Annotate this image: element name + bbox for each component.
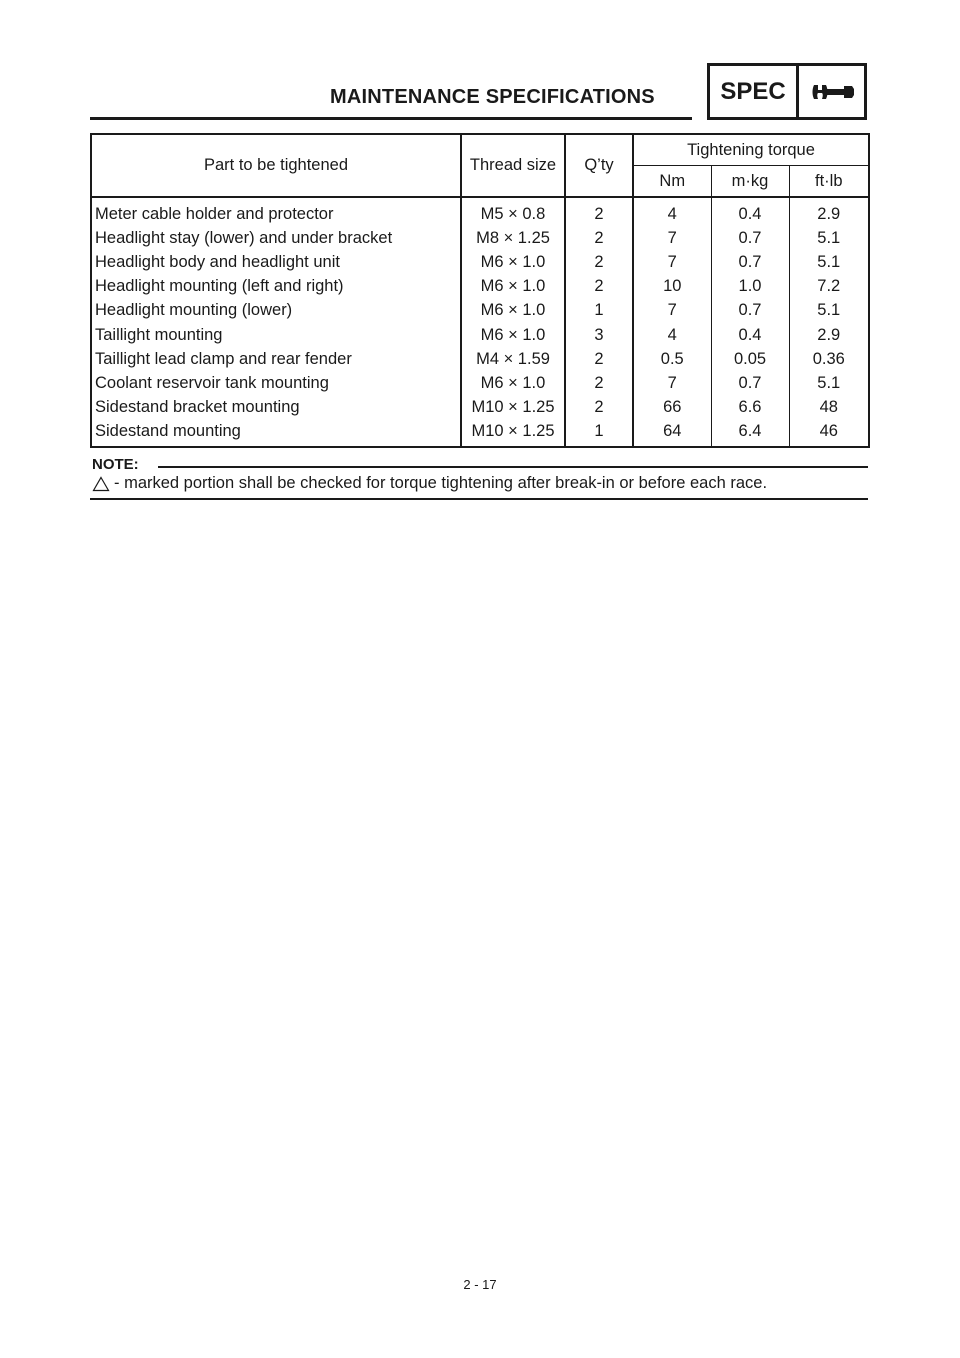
cell-ftlb: 48	[789, 396, 869, 420]
cell-nm: 7	[633, 226, 711, 250]
cell-ftlb: 7.2	[789, 275, 869, 299]
cell-qty: 2	[565, 396, 633, 420]
cell-nm: 66	[633, 396, 711, 420]
cell-thread: M5 × 0.8	[461, 197, 565, 226]
cell-ftlb: 2.9	[789, 197, 869, 226]
page-number: 2 - 17	[463, 1277, 497, 1292]
cell-qty: 2	[565, 250, 633, 274]
table-row	[91, 275, 869, 299]
cell-mkg: 0.7	[711, 299, 789, 323]
cell-nm: 7	[633, 299, 711, 323]
torque-spec-table	[90, 133, 870, 448]
note-text: - marked portion shall be checked for torque tightening after break-in or before each race.	[114, 474, 768, 492]
cell-thread: M6 × 1.0	[461, 299, 565, 323]
triangle-icon	[92, 476, 110, 492]
table-row	[91, 347, 869, 371]
cell-part: Headlight stay (lower) and under bracket	[91, 226, 461, 250]
cell-thread: M10 × 1.25	[461, 396, 565, 420]
note-rule	[158, 466, 868, 468]
cell-qty: 2	[565, 275, 633, 299]
cell-qty: 2	[565, 347, 633, 371]
note-line	[92, 474, 767, 493]
cell-part: Sidestand bracket mounting	[91, 396, 461, 420]
col-header-thread: Thread size	[461, 134, 565, 197]
cell-mkg: 0.7	[711, 226, 789, 250]
cell-nm: 64	[633, 420, 711, 447]
cell-thread: M6 × 1.0	[461, 250, 565, 274]
cell-thread: M6 × 1.0	[461, 371, 565, 395]
cell-qty: 1	[565, 420, 633, 447]
cell-thread: M6 × 1.0	[461, 323, 565, 347]
cell-mkg: 6.6	[711, 396, 789, 420]
cell-qty: 2	[565, 226, 633, 250]
col-header-torque: Tightening torque	[633, 134, 869, 166]
cell-qty: 2	[565, 197, 633, 226]
col-header-nm: Nm	[633, 166, 711, 198]
cell-part: Coolant reservoir tank mounting	[91, 371, 461, 395]
table-row	[91, 226, 869, 250]
cell-mkg: 0.7	[711, 250, 789, 274]
cell-qty: 2	[565, 371, 633, 395]
cell-ftlb: 5.1	[789, 299, 869, 323]
table-row	[91, 371, 869, 395]
table-row	[91, 396, 869, 420]
cell-nm: 4	[633, 197, 711, 226]
spec-badge-label: SPEC	[710, 66, 799, 117]
cell-part: Meter cable holder and protector	[91, 197, 461, 226]
table-row	[91, 250, 869, 274]
cell-mkg: 0.4	[711, 323, 789, 347]
cell-part: Sidestand mounting	[91, 420, 461, 447]
cell-qty: 1	[565, 299, 633, 323]
note-bottom-rule	[90, 498, 868, 500]
table-row	[91, 197, 869, 226]
col-header-ftlb: ft·lb	[789, 166, 869, 198]
cell-nm: 7	[633, 250, 711, 274]
cell-nm: 0.5	[633, 347, 711, 371]
cell-ftlb: 5.1	[789, 371, 869, 395]
cell-ftlb: 5.1	[789, 250, 869, 274]
cell-mkg: 1.0	[711, 275, 789, 299]
cell-part: Taillight lead clamp and rear fender	[91, 347, 461, 371]
spec-badge	[707, 63, 867, 120]
cell-ftlb: 5.1	[789, 226, 869, 250]
col-header-mkg: m·kg	[711, 166, 789, 198]
cell-nm: 7	[633, 371, 711, 395]
table-row	[91, 299, 869, 323]
cell-thread: M6 × 1.0	[461, 275, 565, 299]
cell-thread: M4 × 1.59	[461, 347, 565, 371]
cell-mkg: 0.4	[711, 197, 789, 226]
wrench-icon	[808, 80, 856, 104]
cell-thread: M10 × 1.25	[461, 420, 565, 447]
cell-ftlb: 2.9	[789, 323, 869, 347]
cell-part: Taillight mounting	[91, 323, 461, 347]
cell-mkg: 0.7	[711, 371, 789, 395]
header-underline	[90, 117, 692, 120]
col-header-part: Part to be tightened	[91, 134, 461, 197]
cell-ftlb: 0.36	[789, 347, 869, 371]
cell-mkg: 6.4	[711, 420, 789, 447]
table-row	[91, 420, 869, 447]
cell-ftlb: 46	[789, 420, 869, 447]
table-row	[91, 323, 869, 347]
cell-nm: 10	[633, 275, 711, 299]
cell-mkg: 0.05	[711, 347, 789, 371]
page-title: MAINTENANCE SPECIFICATIONS	[330, 86, 655, 108]
col-header-qty: Q’ty	[565, 134, 633, 197]
cell-part: Headlight mounting (left and right)	[91, 275, 461, 299]
note-label: NOTE:	[92, 456, 139, 473]
cell-nm: 4	[633, 323, 711, 347]
cell-qty: 3	[565, 323, 633, 347]
cell-thread: M8 × 1.25	[461, 226, 565, 250]
cell-part: Headlight body and headlight unit	[91, 250, 461, 274]
cell-part: Headlight mounting (lower)	[91, 299, 461, 323]
